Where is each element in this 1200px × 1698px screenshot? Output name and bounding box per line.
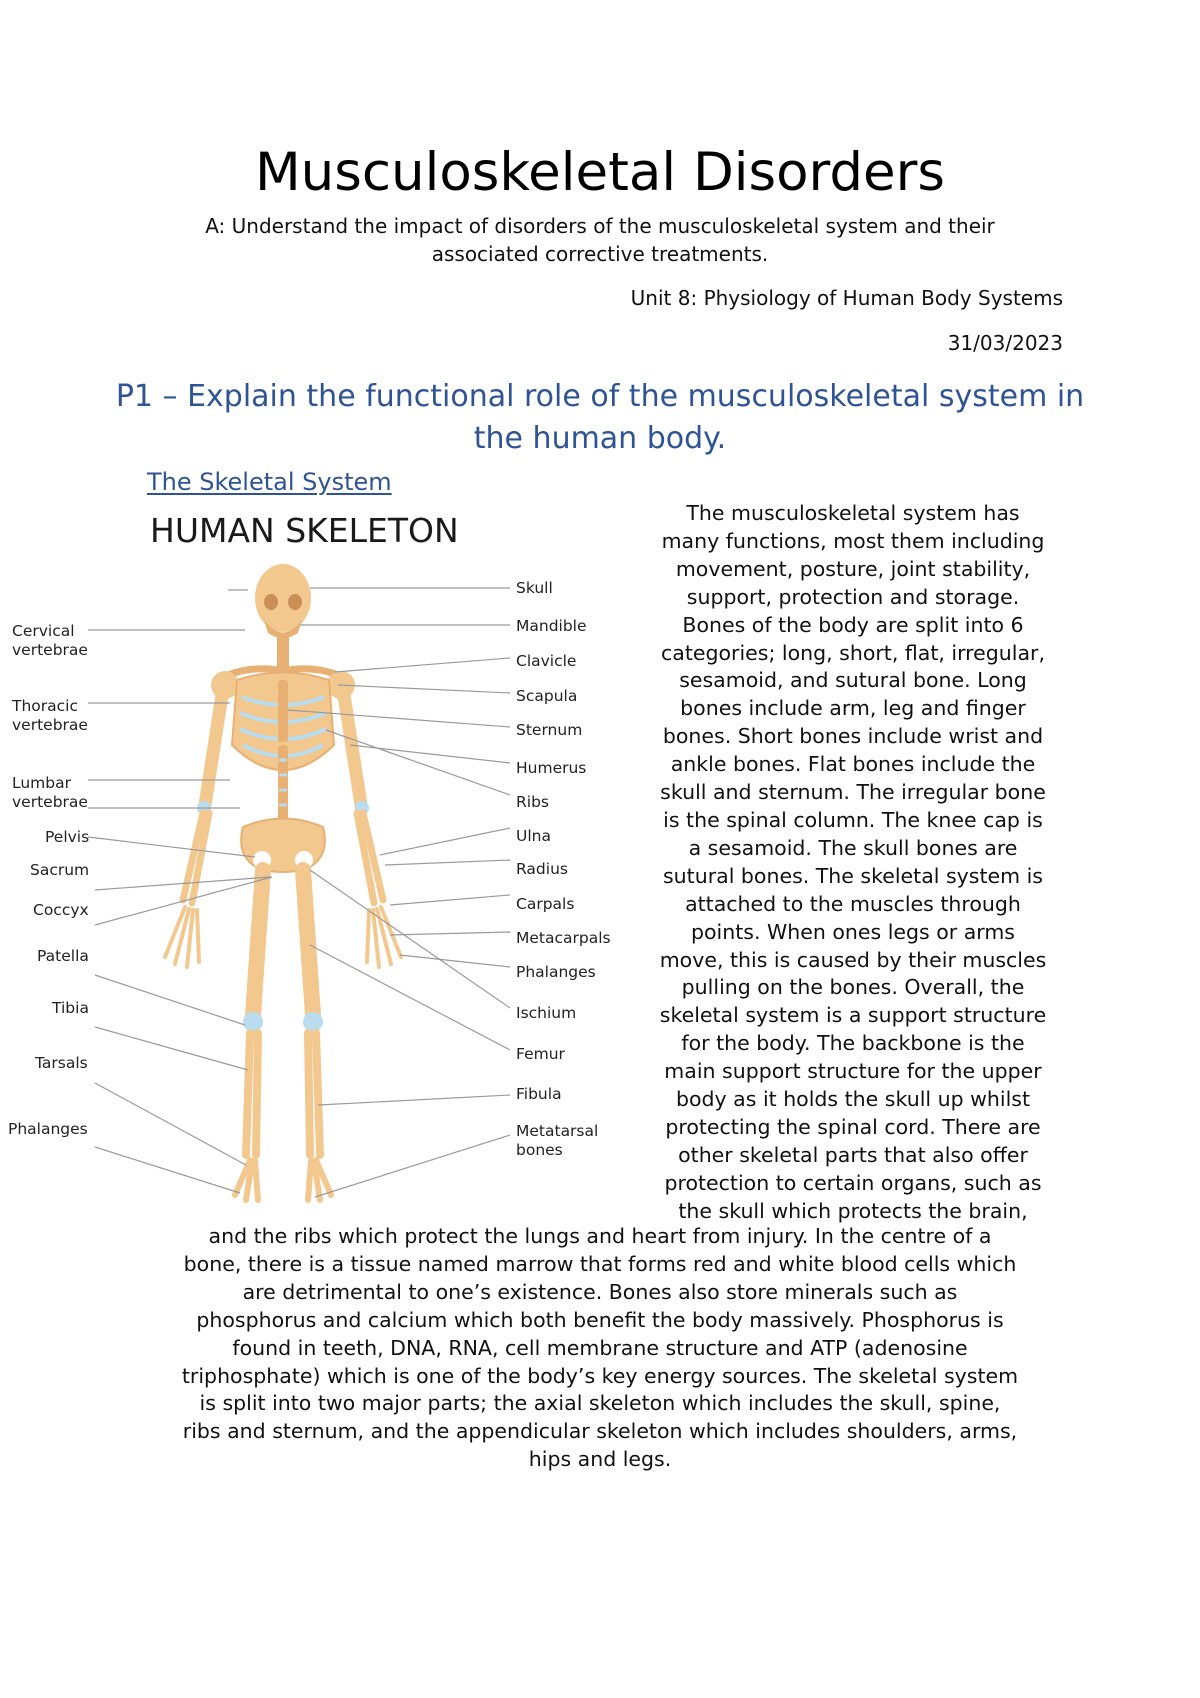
label-ribs: Ribs: [516, 793, 549, 811]
paragraph-line: bone, there is a tissue named marrow that forms red and white blood cells which: [183, 1251, 1017, 1276]
label-cervical: Cervical: [12, 622, 75, 640]
label-metatarsal: Metatarsal: [516, 1122, 599, 1140]
label-carpals: Carpals: [516, 895, 575, 913]
label-scapula: Scapula: [516, 687, 578, 705]
paragraph-line: Bones of the body are split into 6: [682, 612, 1024, 637]
label-phalanges-hand: Phalanges: [516, 963, 596, 981]
label-lumbar-2: vertebrae: [12, 793, 88, 811]
paragraph-line: the skull which protects the brain,: [678, 1198, 1028, 1223]
label-metacarpals: Metacarpals: [516, 929, 611, 947]
paragraph-line: bones. Short bones include wrist and: [662, 724, 1044, 749]
label-ulna: Ulna: [516, 827, 551, 845]
paragraph-line: for the body. The backbone is the: [681, 1031, 1025, 1056]
paragraph-line: skeletal system is a support structure: [659, 1003, 1047, 1028]
unit-line: Unit 8: Physiology of Human Body Systems: [630, 286, 1063, 310]
paragraph-line: body as it holds the skull up whilst: [675, 1087, 1031, 1112]
paragraph-line: is the spinal column. The knee cap is: [663, 807, 1043, 832]
document-subtitle: A: Understand the impact of disorders of the musculoskeletal system and their associated corrective treatments.: [205, 214, 995, 266]
paragraph-line: attached to the muscles through: [685, 891, 1021, 916]
paragraph-line: hips and legs.: [528, 1447, 672, 1472]
paragraph-line: is split into two major parts; the axial skeleton which includes the skull, spine,: [199, 1391, 1001, 1416]
paragraph-line: main support structure for the upper: [664, 1059, 1042, 1084]
section-heading: P1 – Explain the functional role of the musculoskeletal system in the human body.: [115, 379, 1085, 456]
paragraph-line: found in teeth, DNA, RNA, cell membrane structure and ATP (adenosine: [232, 1335, 968, 1360]
label-mandible: Mandible: [516, 617, 587, 635]
label-pelvis: Pelvis: [45, 828, 90, 846]
paragraph-line: skull and sternum. The irregular bone: [660, 780, 1046, 805]
left-labels: [8, 622, 89, 1138]
full-width-paragraph: [140, 1223, 1060, 1474]
paragraph-line: The musculoskeletal system has: [686, 501, 1020, 525]
paragraph-line: pulling on the bones. Overall, the: [681, 975, 1025, 1000]
label-radius: Radius: [516, 860, 568, 878]
label-patella: Patella: [37, 947, 89, 965]
label-thoracic-2: vertebrae: [12, 716, 88, 734]
paragraph-line: are detrimental to one’s existence. Bones also store minerals such as: [242, 1279, 958, 1304]
paragraph-line: ankle bones. Flat bones include the: [670, 752, 1036, 777]
paragraph-line: protecting the spinal cord. There are: [665, 1114, 1041, 1139]
paragraph-line: a sesamoid. The skull bones are: [688, 835, 1018, 860]
date-line: 31/03/2023: [947, 331, 1063, 355]
paragraph-line: move, this is caused by their muscles: [659, 947, 1047, 972]
paragraph-line: support, protection and storage.: [686, 584, 1020, 609]
label-phalanges-foot: Phalanges: [8, 1120, 88, 1138]
label-lumbar: Lumbar: [12, 774, 71, 792]
paragraph-line: sesamoid, and sutural bone. Long: [679, 668, 1027, 693]
label-fibula: Fibula: [516, 1085, 562, 1103]
label-skull: Skull: [516, 579, 553, 597]
document-title: Musculoskeletal Disorders: [254, 142, 946, 203]
paragraph-line: triphosphate) which is one of the body’s key energy sources. The skeletal system: [181, 1363, 1019, 1388]
paragraph-line: protection to certain organs, such as: [664, 1170, 1042, 1195]
paragraph-line: many functions, most them including: [661, 528, 1045, 553]
paragraph-line: bones include arm, leg and finger: [680, 696, 1026, 721]
label-metatarsal-2: bones: [516, 1141, 563, 1159]
label-sacrum: Sacrum: [30, 861, 90, 879]
paragraph-line: movement, posture, joint stability,: [675, 556, 1031, 581]
paragraph-line: categories; long, short, flat, irregular,: [661, 640, 1045, 665]
label-clavicle: Clavicle: [516, 652, 577, 670]
label-thoracic: Thoracic: [12, 697, 78, 715]
paragraph-line: sutural bones. The skeletal system is: [663, 863, 1043, 888]
label-coccyx: Coccyx: [33, 901, 89, 919]
column-paragraph: [628, 500, 1078, 1226]
label-cervical-2: vertebrae: [12, 641, 88, 659]
label-ischium: Ischium: [516, 1004, 577, 1022]
paragraph-line: and the ribs which protect the lungs and heart from injury. In the centre of a: [208, 1224, 992, 1248]
paragraph-line: ribs and sternum, and the appendicular skeleton which includes shoulders, arms,: [182, 1419, 1018, 1444]
label-humerus: Humerus: [516, 759, 587, 777]
right-labels: [516, 579, 611, 1159]
figure-title: HUMAN SKELETON: [150, 511, 459, 550]
human-skeleton-figure: [0, 505, 640, 1225]
label-sternum: Sternum: [516, 721, 583, 739]
label-tibia: Tibia: [52, 999, 89, 1017]
paragraph-line: phosphorus and calcium which both benefit the body massively. Phosphorus is: [196, 1307, 1004, 1332]
paragraph-line: other skeletal parts that also offer: [678, 1142, 1028, 1167]
label-femur: Femur: [516, 1045, 565, 1063]
paragraph-line: points. When ones legs or arms: [690, 919, 1015, 944]
label-tarsals: Tarsals: [35, 1054, 88, 1072]
section-subheading: The Skeletal System: [147, 468, 392, 496]
